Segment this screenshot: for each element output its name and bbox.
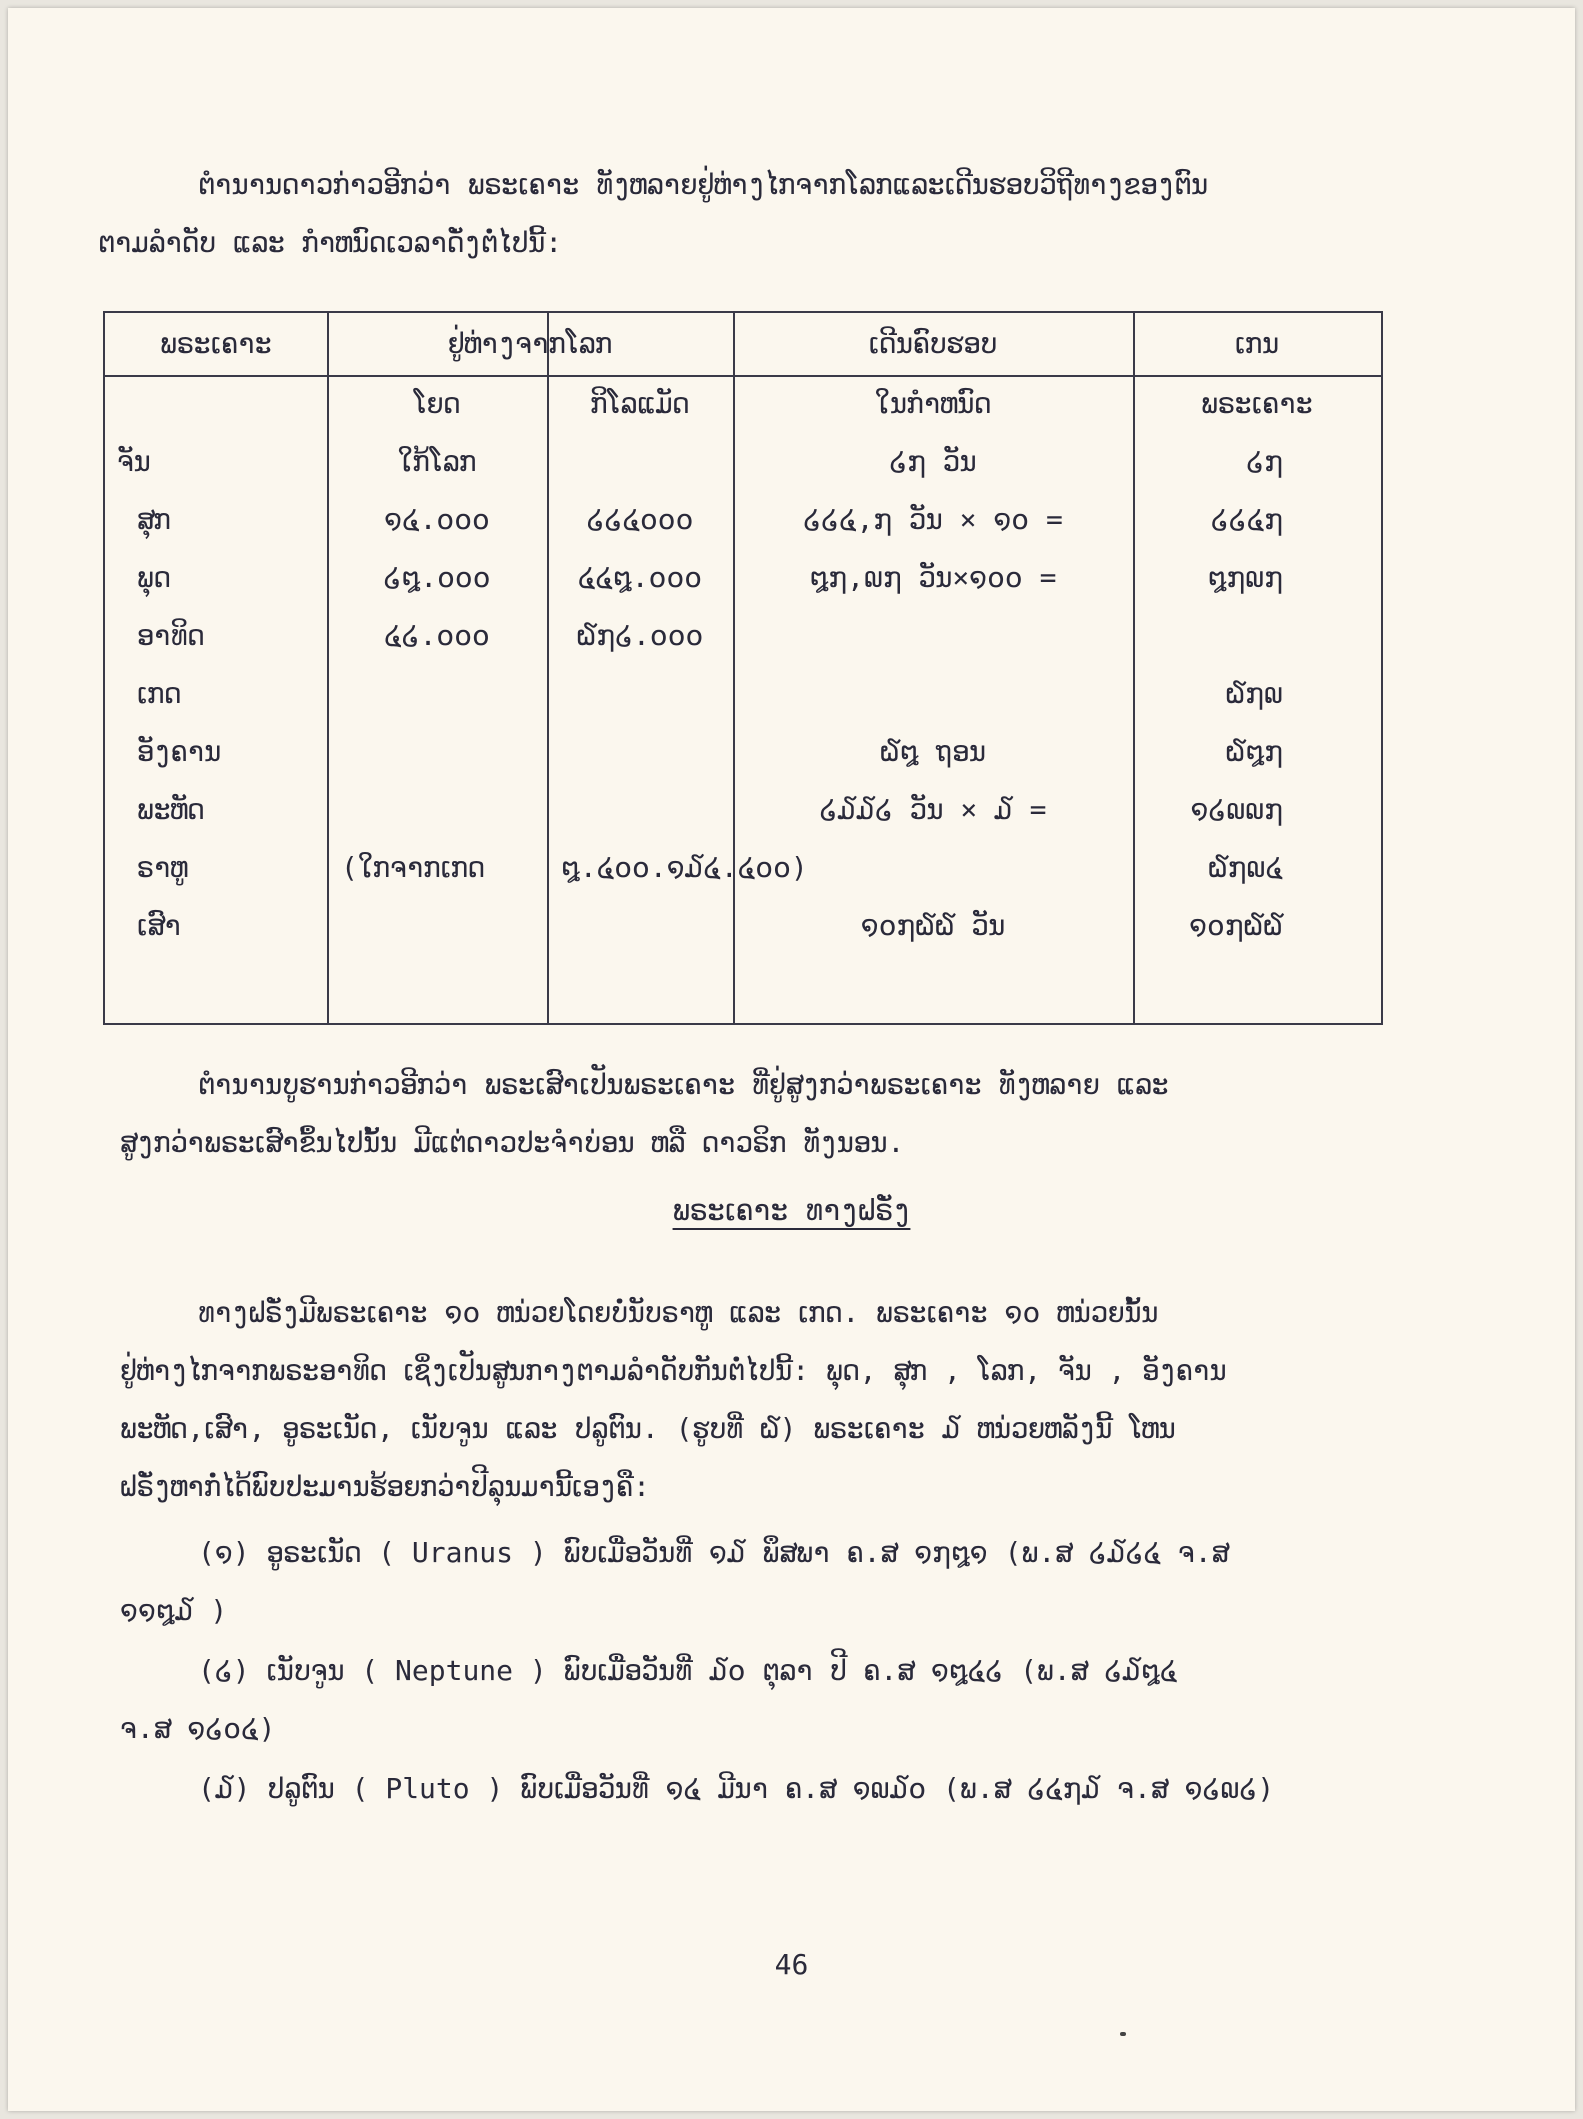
document-page	[8, 8, 1575, 2111]
row-km: ໔໔໘.໐໐໐	[577, 561, 703, 594]
row-orbit: ໒໗ ວັນ	[889, 445, 977, 478]
row-planet-name: ອາທິດ	[137, 619, 205, 652]
row-year: ໘໗໙໗	[1207, 561, 1283, 594]
row-orbit: ໑໐໗໖໖ ວັນ	[860, 909, 1006, 942]
row-year: ໑໐໗໖໖	[1189, 909, 1283, 942]
row-orbit: ໒໒໔,໗ ວັນ × ໑໐ =	[803, 503, 1063, 536]
list-item-uranus: (໑) ອູຣະເນັດ ( Uranus ) ພົບເມື່ອວັນທີ່ ໑໓ ພຶສພາ ຄ.ສ ໑໗໘໑ (ພ.ສ ໒໓໒໔ ຈ.ສ	[198, 1536, 1229, 1569]
intro-line-2: ຕາມລຳດັບ ແລະ ກຳຫນົດເວລາດັ່ງຕໍ່ໄປນີ້:	[98, 226, 563, 259]
row-planet-name: ສຸກ	[137, 503, 171, 536]
row-planet-name: ອັງຄານ	[137, 735, 222, 768]
row-planet-name: ຈັນ	[117, 445, 151, 478]
section-title: ພຣະເຄາະ ທາງຝຣັ່ງ	[672, 1193, 911, 1227]
subheader-period: ໃນກຳຫນົດ	[874, 387, 992, 420]
row-planet-name: ຣາຫູ	[137, 851, 188, 884]
legend-line-2: ສູງກວ່າພຣະເສົາຂຶ້ນໄປນັ້ນ ມີແຕ່ດາວປະຈຳບ່ອນ ຫລື ດາວຣິກ ທັງນອນ.	[120, 1126, 905, 1159]
row-year: ໖໗໙	[1225, 677, 1283, 710]
intro-line-1: ຕຳນານດາວກ່າວອີກວ່າ ພຣະເຄາະ ທັງຫລາຍຢູ່ຫ່າງໄກຈາກໂລກແລະເດີນຮອບວິຖີທາງຂອງຕົນ	[198, 168, 1209, 201]
header-distance: ຢູ່ຫ່າງຈາກໂລກ	[447, 327, 613, 360]
row-km: ໖໗໒.໐໐໐	[576, 619, 704, 652]
row-orbit: ໘໗,໙໗ ວັນ×໑໐໐ =	[809, 561, 1057, 594]
row-year: ໒໗	[1246, 445, 1283, 478]
table-header-divider	[105, 375, 1381, 377]
section-line-1: ທາງຝຣັ່ງມີພຣະເຄາະ ໑໐ ຫນ່ວຍໂດຍບໍ່ນັບຣາຫູ ແລະ ເກດ. ພຣະເຄາະ ໑໐ ຫນ່ວຍນັ້ນ	[198, 1296, 1159, 1329]
row-yot: ໑໔.໐໐໐	[384, 503, 490, 536]
row-yot: (ໃກຈາກເກດ	[341, 851, 485, 884]
ink-speck	[1120, 2032, 1126, 2036]
list-item-neptune: (໒) ເນັບຈູນ ( Neptune ) ພົບເມື່ອວັນທີ່ ໓໐ ຕຸລາ ປີ ຄ.ສ ໑໘໔໒ (ພ.ສ ໒໓໘໔	[198, 1654, 1178, 1687]
row-km: ໘.໔໐໐.໑໓໔.໔໐໐)	[561, 851, 808, 884]
row-yot: ໔໒.໐໐໐	[384, 619, 490, 652]
list-item-uranus-cont: ໑໑໘໓ )	[120, 1594, 228, 1627]
header-orbit: ເດີນຄົບຮອບ	[868, 327, 998, 360]
list-item-neptune-cont: ຈ.ສ ໑໒໐໔)	[120, 1712, 276, 1745]
subheader-planet: ພຣະເຄາະ	[1201, 387, 1313, 420]
row-year: ໒໒໔໗	[1210, 503, 1283, 536]
section-heading	[8, 1193, 1575, 1227]
row-orbit: ໒໓໓໒ ວັນ × ໓ =	[819, 793, 1047, 826]
row-planet-name: ເກດ	[137, 677, 182, 710]
list-item-pluto: (໓) ປລູຕົນ ( Pluto ) ພົບເມື່ອວັນທີ່ ໑໔ ມີນາ ຄ.ສ ໑໙໓໐ (ພ.ສ ໒໔໗໓ ຈ.ສ ໑໒໙໒)	[198, 1772, 1275, 1805]
row-km: ໒໒໔໐໐໐	[586, 503, 694, 536]
subheader-km: ກິໂລແມັດ	[590, 387, 690, 420]
header-year: ເກນ	[1234, 327, 1280, 360]
row-yot: ໃກ້ໂລກ	[397, 445, 477, 478]
planet-table	[103, 311, 1383, 1025]
row-orbit: ໖໘ ຖອນ	[880, 735, 986, 768]
row-year: ໖໗໙໔	[1208, 851, 1283, 884]
row-planet-name: ພະຫັດ	[137, 793, 205, 826]
header-planet: ພຣະເຄາະ	[160, 327, 272, 360]
section-line-2: ຢູ່ຫ່າງໄກຈາກພຣະອາທິດ ເຊິ່ງເປັນສູນກາງຕາມລຳດັບກັນຕໍ່ໄປນີ້: ພຸດ, ສຸກ , ໂລກ, ຈັນ , ອັງຄານ	[120, 1354, 1227, 1387]
section-line-4: ຝຣັ່ງຫາກໍ່ໄດ້ພົບປະມານຮ້ອຍກວ່າປີລຸນມານີ້ເອງຄື:	[120, 1470, 650, 1503]
row-year: ໑໒໙໙໗	[1190, 793, 1283, 826]
row-yot: ໒໘.໐໐໐	[383, 561, 491, 594]
subheader-yot: ໂຍດ	[413, 387, 461, 420]
section-line-3: ພະຫັດ,ເສົາ, ອູຣະເນັດ, ເນັບຈູນ ແລະ ປລູຕົນ. (ຮູບທີ່ ໖) ພຣະເຄາະ ໓ ຫນ່ວຍຫລັງນີ້ ໂຫນ	[120, 1412, 1176, 1445]
legend-line-1: ຕຳນານບູຮານກ່າວອີກວ່າ ພຣະເສົາເປັນພຣະເຄາະ ທີ່ຢູ່ສູງກວ່າພຣະເຄາະ ທັງຫລາຍ ແລະ	[198, 1068, 1169, 1101]
row-planet-name: ເສົາ	[137, 909, 182, 942]
row-year: ໖໘໗	[1225, 735, 1283, 768]
page-number: 46	[774, 1948, 809, 1981]
row-planet-name: ພຸດ	[137, 561, 171, 594]
